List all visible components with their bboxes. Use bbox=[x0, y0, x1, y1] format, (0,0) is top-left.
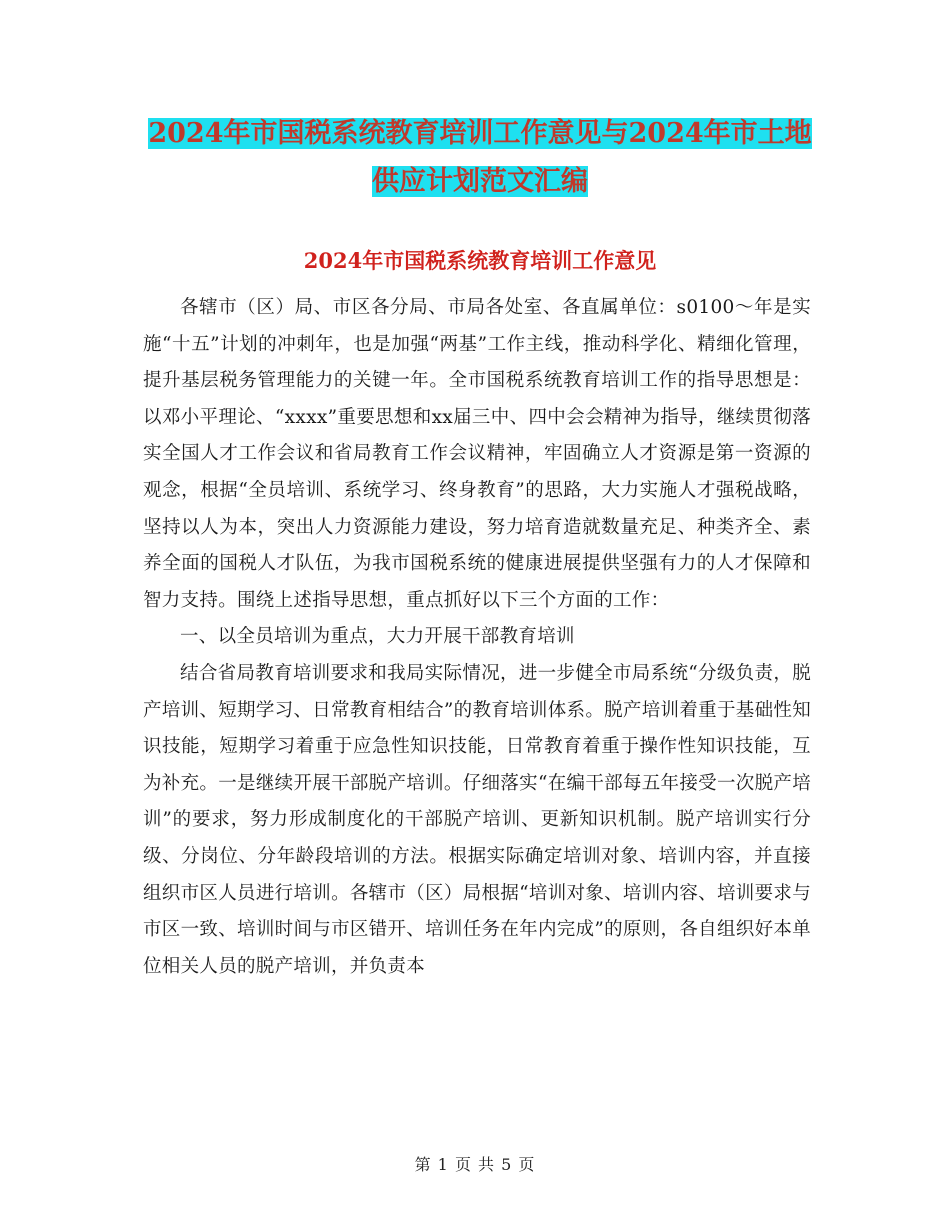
paragraph: 一、以全员培训为重点，大力开展干部教育培训 bbox=[180, 626, 575, 648]
page-number-footer: 第 1 页 共 5 页 bbox=[414, 1155, 536, 1174]
document-title bbox=[140, 110, 820, 206]
document-body bbox=[143, 290, 811, 985]
document-title-line-2: 供应计划范文汇编 bbox=[372, 166, 588, 197]
paragraph: 各辖市（区）局、市区各分局、市局各处室、各直属单位：s0100～年是实施“十五”计划的冲刺年，也是加强“两基”工作主线，推动科学化、精细化管理，提升基层税务管理能力的关键一年。全市国税系统教育培训工作的指导思想是：以邓小平理论、“xxxx”重要思想和xx届三中、四中会会精神为指导，继续贯彻落实全国人才工作会议和省局教育工作会议精神，牢固确立人才资源是第一资源的观念，根据“全员培训、系统学习、终身教育”的思路，大力实施人才强税战略，坚持以人为本，突出人力资源能力建设，努力培育造就数量充足、种类齐全、素养全面的国税人才队伍，为我市国税系统的健康进展提供坚强有力的人才保障和智力支持。围绕上述指导思想，重点抓好以下三个方面的工作： bbox=[143, 297, 811, 611]
document-title-line-1: 2024年市国税系统教育培训工作意见与2024年市土地 bbox=[148, 118, 812, 149]
section-title: 2024年市国税系统教育培训工作意见 bbox=[303, 248, 657, 273]
paragraph: 结合省局教育培训要求和我局实际情况，进一步健全市局系统“分级负责，脱产培训、短期学习、日常教育相结合”的教育培训体系。脱产培训着重于基础性知识技能，短期学习着重于应急性知识技能，日常教育着重于操作性知识技能，互为补充。一是继续开展干部脱产培训。仔细落实“在编干部每五年接受一次脱产培训”的要求，努力形成制度化的干部脱产培训、更新知识机制。脱产培训实行分级、分岗位、分年龄段培训的方法。根据实际确定培训对象、培训内容，并直接组织市区人员进行培训。各辖市（区）局根据“培训对象、培训内容、培训要求与市区一致、培训时间与市区错开、培训任务在年内完成”的原则，各自组织好本单位相关人员的脱产培训，并负责本 bbox=[143, 662, 811, 977]
